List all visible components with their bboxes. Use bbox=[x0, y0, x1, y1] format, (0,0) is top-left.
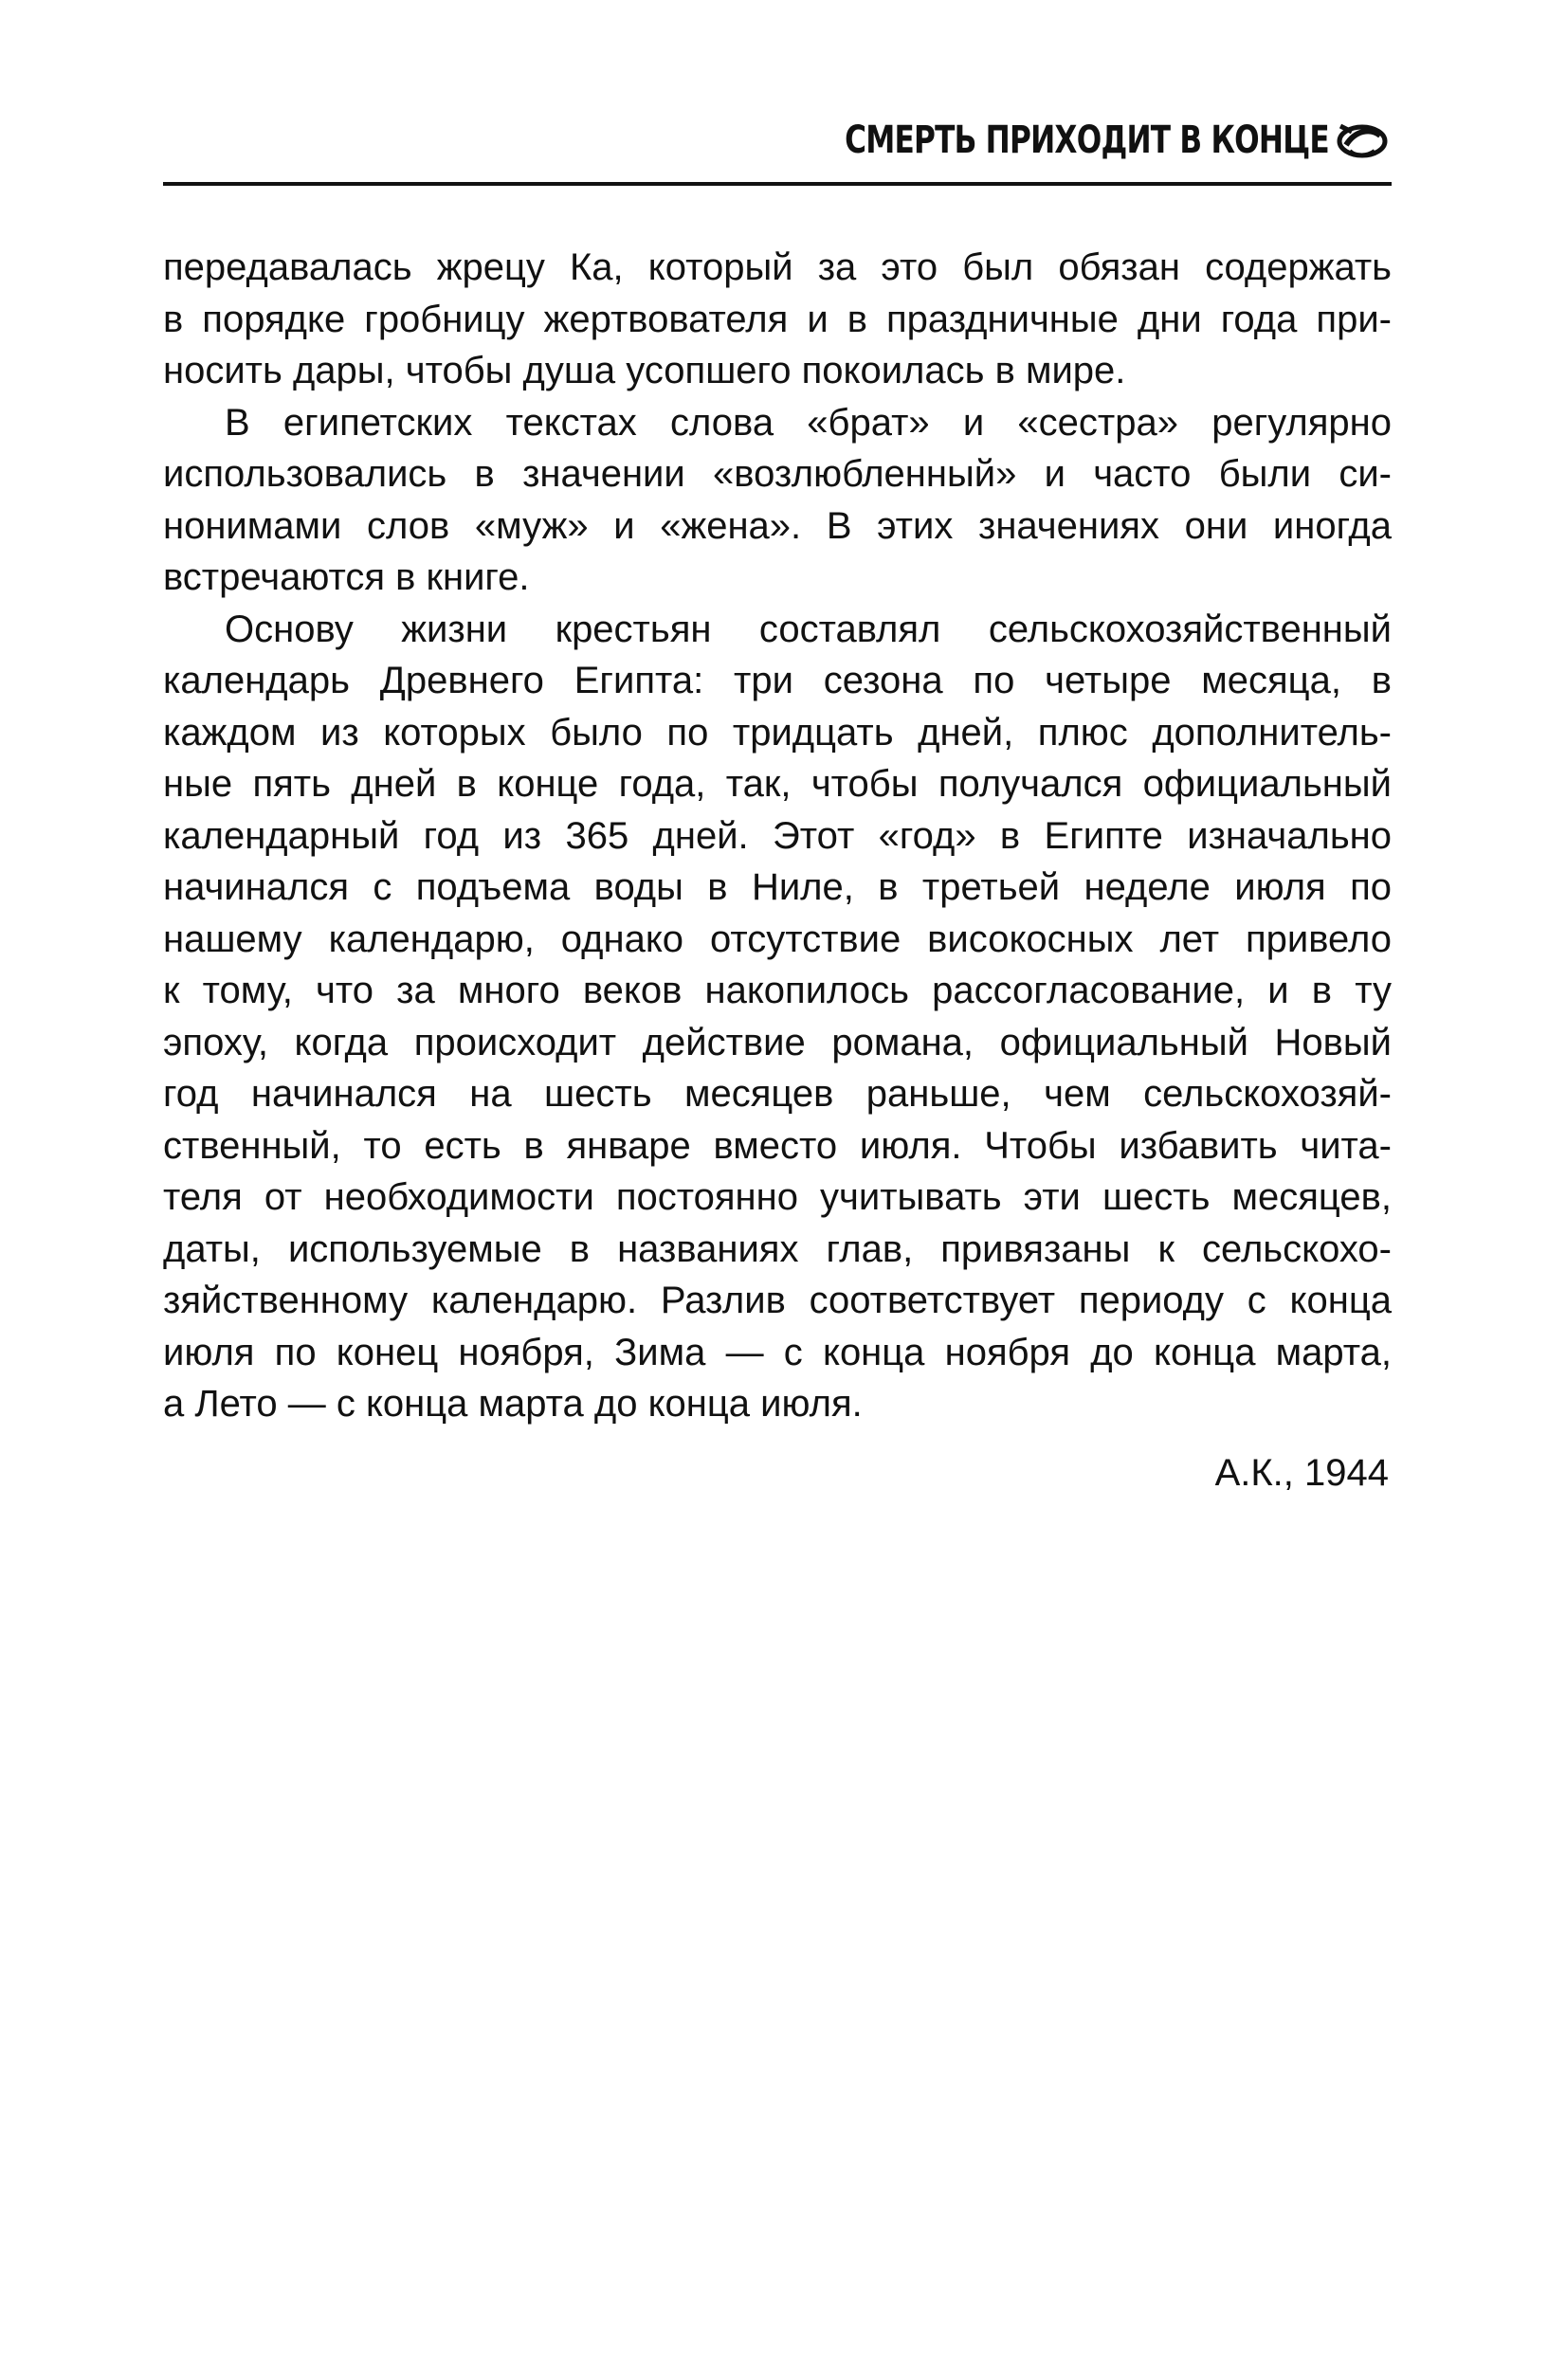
text-line: к тому, что за много веков накопилось рассогласование, и в ту bbox=[163, 970, 1392, 1011]
text-line: встречаются в книге. bbox=[163, 556, 530, 598]
author-signature: А.К., 1944 bbox=[1214, 1452, 1389, 1494]
text-line: зяйственному календарю. Разлив соответствует периоду с конца bbox=[163, 1280, 1392, 1321]
text-line: ственный, то есть в январе вместо июля. Чтобы избавить чита- bbox=[163, 1124, 1392, 1167]
text-line: календарь Древнего Египта: три сезона по четыре месяца, в bbox=[163, 660, 1392, 701]
text-line: Основу жизни крестьян составлял сельскохозяйственный bbox=[225, 608, 1392, 650]
publisher-emblem-icon bbox=[1333, 118, 1392, 162]
paragraph-2 bbox=[163, 397, 1392, 604]
text-line: даты, используемые в названиях глав, привязаны к сельскохо- bbox=[163, 1227, 1392, 1270]
running-header bbox=[163, 112, 1392, 169]
text-line: начинался с подъема воды в Ниле, в третьей неделе июля по bbox=[163, 866, 1392, 908]
text-line: а Лето — с конца марта до конца июля. bbox=[163, 1383, 863, 1425]
text-line: июля по конец ноября, Зима — с конца ноября до конца марта, bbox=[163, 1331, 1392, 1373]
text-line: использовались в значении «возлюбленный» и часто были си- bbox=[163, 453, 1392, 495]
text-line: ные пять дней в конце года, так, чтобы получался официальный bbox=[163, 763, 1392, 805]
text-line: нашему календарю, однако отсутствие високосных лет привело bbox=[163, 917, 1392, 960]
text-line: год начинался на шесть месяцев раньше, чем сельскохозяй- bbox=[163, 1073, 1392, 1115]
text-line: каждом из которых было по тридцать дней, плюс дополнитель- bbox=[163, 711, 1392, 754]
text-line: передавалась жрецу Ка, который за это был обязан содержать bbox=[163, 246, 1392, 288]
text-line: В египетских текстах слова «брат» и «сестра» регулярно bbox=[225, 401, 1392, 444]
text-line: нонимами слов «муж» и «жена». В этих значениях они иногда bbox=[163, 504, 1392, 547]
text-line: эпоху, когда происходит действие романа, официальный Новый bbox=[163, 1021, 1392, 1063]
body-text bbox=[163, 242, 1392, 1430]
paragraph-3 bbox=[163, 604, 1392, 1430]
text-line: календарный год из 365 дней. Этот «год» в Египте изначально bbox=[163, 814, 1392, 857]
text-line: теля от необходимости постоянно учитывать эти шесть месяцев, bbox=[163, 1176, 1392, 1218]
paragraph-1 bbox=[163, 242, 1392, 397]
header-divider bbox=[163, 182, 1392, 186]
running-title: СМЕРТЬ ПРИХОДИТ В КОНЦЕ bbox=[845, 118, 1329, 162]
text-line: носить дары, чтобы душа усопшего покоилась в мире. bbox=[163, 350, 1126, 391]
text-line: в порядке гробницу жертвователя и в праздничные дни года при- bbox=[163, 298, 1392, 340]
